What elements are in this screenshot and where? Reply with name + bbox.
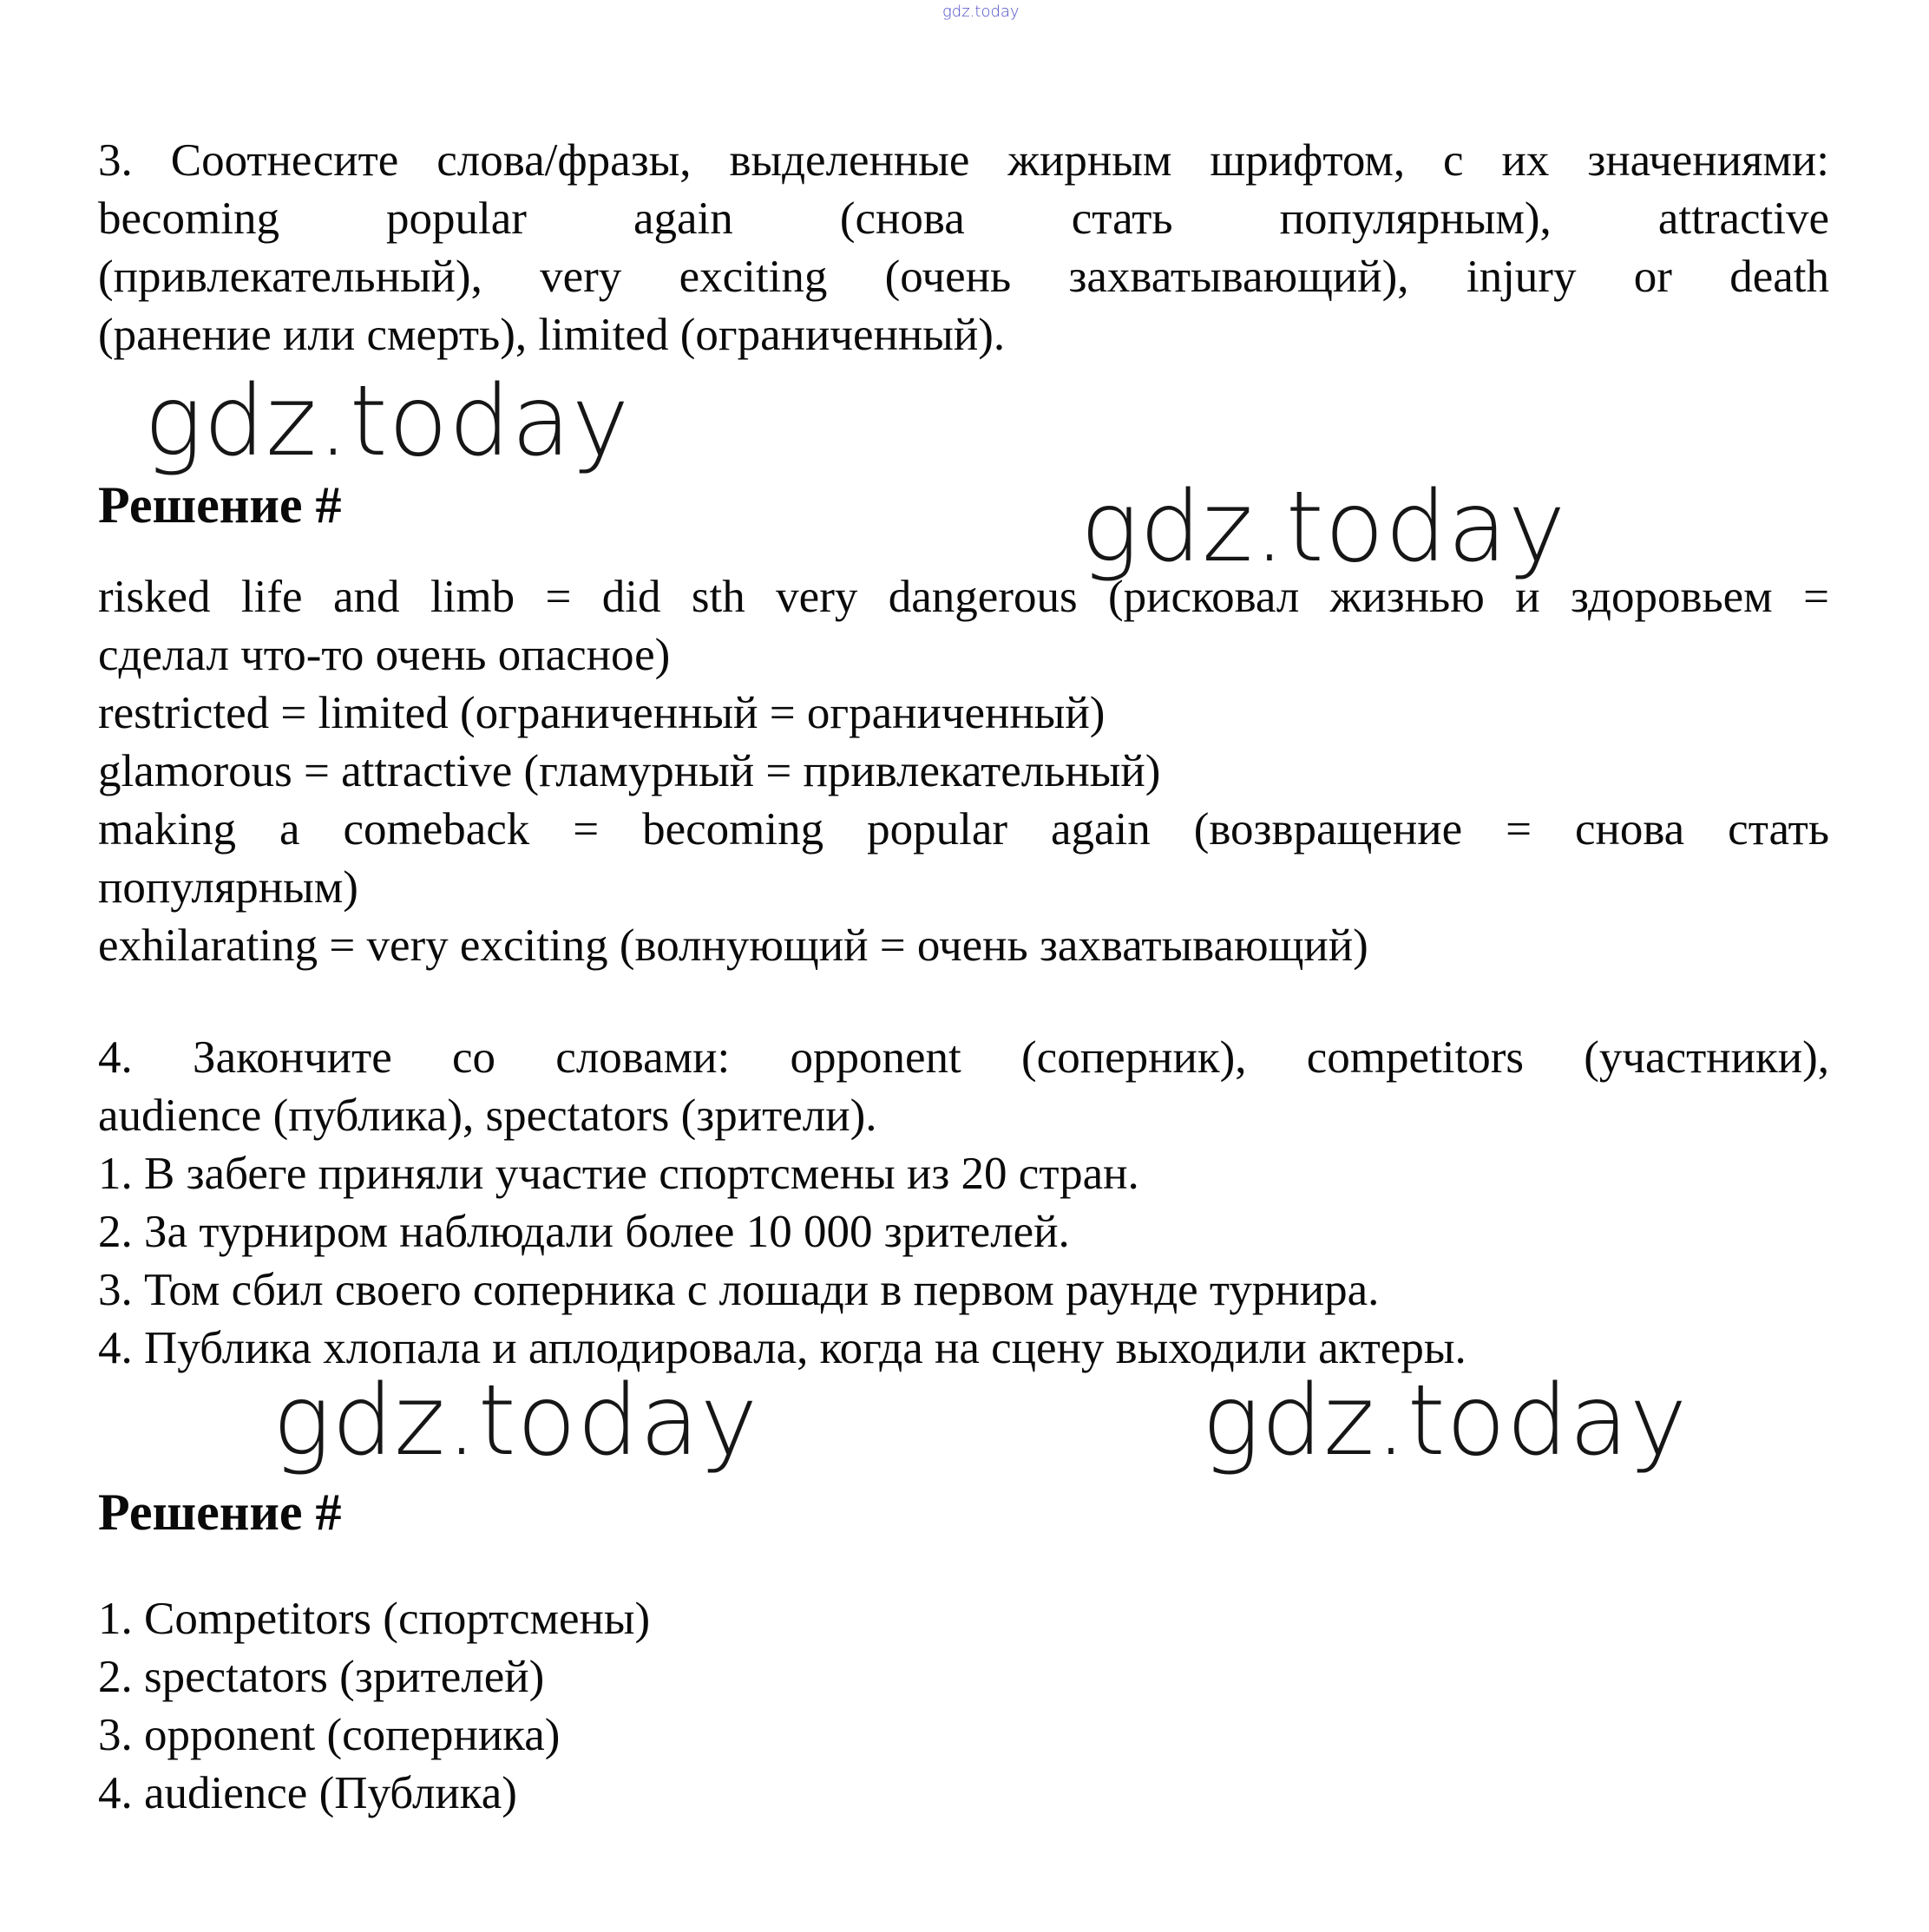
solution-3-paragraph [98, 568, 1829, 975]
solution-3-line-7: exhilarating = very exciting (волнующий = очень захватывающий) [98, 920, 1368, 971]
question-4-line-1: 4. Закончите со словами: opponent (соперник), competitors (участники), [98, 1032, 1829, 1083]
watermark-large-3: gdz.today [272, 1365, 759, 1477]
question-4-paragraph [98, 1029, 1829, 1378]
question-4-item-3: 3. Том сбил своего соперника с лошади в первом раунде турнира. [98, 1265, 1380, 1315]
solution-3-line-4: glamorous = attractive (гламурный = привлекательный) [98, 746, 1161, 796]
question-4-item-1: 1. В забеге приняли участие спортсмены из 20 стран. [98, 1149, 1139, 1199]
solution-3-line-3: restricted = limited (ограниченный = ограниченный) [98, 688, 1106, 738]
question-3-line-2: becoming popular again (снова стать популярным), attractive [98, 193, 1829, 244]
solution-4-item-2: 2. spectators (зрителей) [98, 1652, 545, 1702]
solution-4-item-3: 3. opponent (соперника) [98, 1710, 561, 1760]
watermark-large-2: gdz.today [1080, 471, 1567, 584]
question-4-item-2: 2. За турниром наблюдали более 10 000 зрителей. [98, 1207, 1070, 1257]
solution-4-list [98, 1590, 1829, 1823]
solution-3-line-5: making a comeback = becoming popular again (возвращение = снова стать [98, 804, 1829, 855]
watermark-small-blue: gdz.today [942, 3, 1020, 21]
solution-4-heading: Решение # [98, 1483, 342, 1541]
question-3-line-1: 3. Соотнесите слова/фразы, выделенные жирным шрифтом, с их значениями: [98, 135, 1829, 186]
question-4-item-4: 4. Публика хлопала и аплодировала, когда на сцену выходили актеры. [98, 1323, 1466, 1373]
solution-3-line-6: популярным) [98, 862, 358, 913]
question-4-line-2: audience (публика), spectators (зрители). [98, 1090, 877, 1141]
solution-3-line-2: сделал что-то очень опасное) [98, 630, 671, 680]
watermark-large-4: gdz.today [1202, 1365, 1689, 1477]
solution-3-line-1: risked life and limb = did sth very dangerous (рисковал жизнью и здоровьем = [98, 572, 1829, 622]
solution-4-item-1: 1. Competitors (спортсмены) [98, 1594, 651, 1644]
question-3-line-3: (привлекательный), very exciting (очень захватывающий), injury or death [98, 252, 1829, 302]
solution-3-heading: Решение # [98, 476, 342, 534]
question-3-line-4: (ранение или смерть), limited (ограниченный). [98, 310, 1006, 360]
solution-4-item-4: 4. audience (Публика) [98, 1768, 517, 1818]
question-3-paragraph [98, 132, 1829, 364]
watermark-large-1: gdz.today [144, 365, 631, 478]
